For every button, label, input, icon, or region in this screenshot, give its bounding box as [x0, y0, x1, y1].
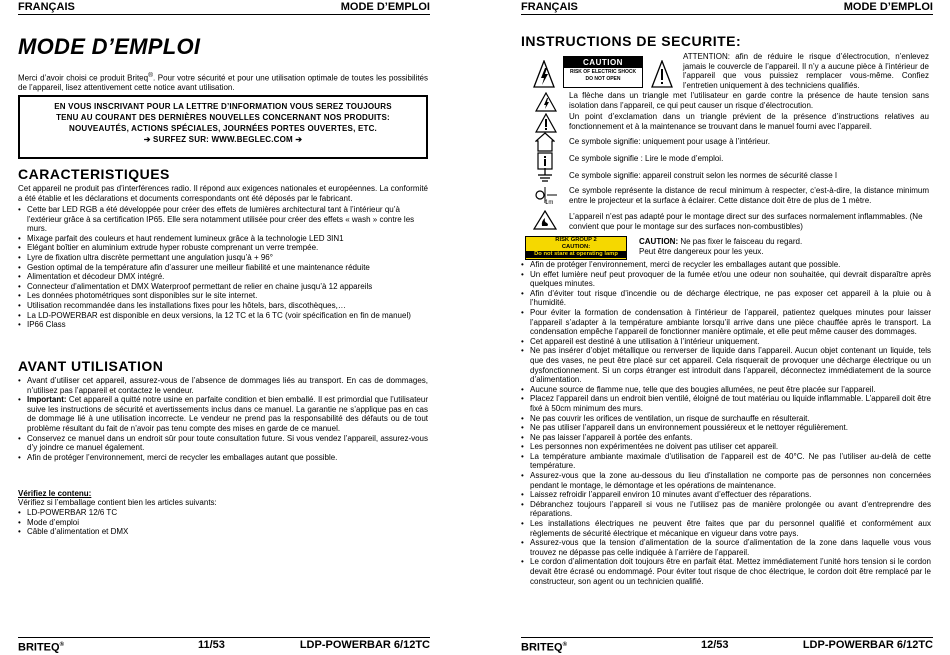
verif-item: • Mode d’emploi [18, 518, 318, 528]
footer-model: LDP-POWERBAR 6/12TC [802, 639, 933, 651]
safety-item: • Les personnes non expérimentées ne doivent pas utiliser cet appareil. [521, 442, 931, 452]
safety-list [521, 260, 931, 586]
newsletter-website-link[interactable]: ➔ SURFEZ SUR: WWW.BEGLEC.COM ➔ [143, 135, 303, 144]
right-page [521, 0, 933, 654]
page-footer [521, 637, 933, 652]
caution-label [563, 56, 643, 88]
safety-item: • Cet appareil est destiné à une utilisation à l’intérieur uniquement. [521, 337, 931, 347]
page-footer [18, 637, 430, 652]
safety-item: • Les installations électriques ne peuvent être faites que par du personnel qualifié et conformément aux règlements de sécurité électrique et mécanique en vigueur dans votre pays. [521, 519, 931, 538]
feature-item: • Utilisation recommandée dans les installations fixes pour les hôtels, bars, discothèques,… [18, 301, 428, 311]
safety-item: • Le cordon d’alimentation doit toujours être en parfait état. Mettez immédiatement l’unité hors tension si le cordon devait être écrasé ou endommagé. Pour éviter tout risque de choc électrique, le cordon doit être remplacé par le constructeur, son agent ou un technicien qualifié. [521, 557, 931, 586]
exclamation-triangle-icon [535, 113, 557, 133]
intro-paragraph [18, 71, 428, 93]
safety-item: • La température ambiante maximale d’utilisation de l’appareil est de 40°C. Ne pas l’utiliser au-delà de cette température. [521, 452, 931, 471]
safety-item: • Aucune source de flamme nue, telle que des bougies allumées, ne peut être placée sur l’appareil. [521, 385, 931, 395]
risk-group-title: RISK GROUP 2 [555, 237, 597, 243]
feature-item: • Cette bar LED RGB a été développée pour créer des effets de lumières architectural tant à l’intérieur qu’à l’extérieur grâce à sa certification IP65. Elle sera notamment utilisée pour créer des effets « wash » contre les murs. [18, 205, 428, 234]
section-title-caracteristiques: CARACTERISTIQUES [18, 166, 170, 182]
footer-brand: BRITEQ® [521, 641, 567, 654]
safety-item: • Laissez refroidir l’appareil environ 10 minutes avant d’effectuer des réparations. [521, 490, 931, 500]
intro-text-a: Merci d’avoir choisi ce produit Briteq [18, 73, 149, 83]
exclamation-warning-icon [651, 60, 673, 88]
avant-item: • Avant d’utiliser cet appareil, assurez-vous de l’absence de dommages liés au transport. En cas de dommages, n’utilisez pas l’appareil et contactez le vendeur. [18, 376, 428, 395]
verif-item: • Câble d’alimentation et DMX [18, 527, 318, 537]
intro-text-b: . Pour votre sécurité et pour une utilisation optimale de toutes les possibilités de l’appareil, lisez attentivement cette notice avant utilisation. [18, 73, 429, 93]
feature-item: • Mixage parfait des couleurs et haut rendement lumineux grâce à la technologie LED 3IN1 [18, 234, 428, 244]
safety-item: • Placez l’appareil dans un endroit bien ventilé, éloigné de tout matériau ou liquide inflammable. L’appareil doit être fixé à 50cm minimum des murs. [521, 394, 931, 413]
symbol-5-text: L’appareil n’est pas adapté pour le montage direct sur des surfaces normalement inflammables. (Ne convient que pour le montage sur des surfaces non-combustibles) [569, 212, 923, 231]
risk-group-warning: Do not stare at operating lamp [526, 251, 626, 258]
feature-item: • Elégant boîtier en aluminium extrude hyper robuste comprenant un verre trempée. [18, 243, 428, 253]
footer-page-number: 12/53 [701, 639, 729, 651]
minimum-distance-label: 1m [545, 200, 554, 206]
lightning-triangle-icon [535, 92, 557, 112]
header-section: MODE D’EMPLOI [340, 1, 430, 13]
page-title: MODE D’EMPLOI [18, 34, 201, 59]
footer-model: LDP-POWERBAR 6/12TC [299, 639, 430, 651]
newsletter-line-1: EN VOUS INSCRIVANT POUR LA LETTRE D’INFORMATION VOUS SEREZ TOUJOURS [54, 102, 392, 111]
safety-item: • Afin de protéger l’environnement, merci de recycler les emballages autant que possible. [521, 260, 931, 270]
symbol-2-text: Ce symbole signifie : Lire le mode d’emploi. [569, 154, 724, 163]
feature-item: • Alimentation et décodeur DMX intégré. [18, 272, 428, 282]
exclam-text: Un point d’exclamation dans un triangle prévient de la présence d’instructions relatives au fonctionnement et à la maintenance se trouvant dans le manuel fourni avec l’appareil. [569, 112, 929, 131]
section-title-securite: INSTRUCTIONS DE SECURITE: [521, 33, 742, 49]
caution-sub-2: DO NOT OPEN [585, 76, 621, 82]
safety-item: • Assurez-vous que la zone au-dessous du lieu d’installation ne comporte pas de personnes non concernées pendant le montage, le démontage et les opérations de maintenance. [521, 471, 931, 490]
risk-caution-prefix: CAUTION: [639, 237, 679, 246]
footer-brand: BRITEQ® [18, 641, 64, 654]
safety-item: • Ne pas utiliser l’appareil dans un environnement poussiéreux et le nettoyer régulièrement. [521, 423, 931, 433]
lightning-warning-icon [533, 60, 555, 88]
safety-item: • Un effet lumière neuf peut provoquer de la fumée et/ou une odeur non souhaitée, qui devrait disparaître après quelques minutes. [521, 270, 931, 289]
verif-intro: Vérifiez si l’emballage contient bien les articles suivants: [18, 498, 217, 507]
newsletter-box [18, 95, 428, 159]
header-section: MODE D’EMPLOI [843, 1, 933, 13]
section-title-avant-utilisation: AVANT UTILISATION [18, 358, 164, 374]
header-language: FRANÇAIS [18, 1, 75, 13]
symbol-4-text: Ce symbole représente la distance de recul minimum à respecter, c’est-à-dire, la distance minimum entre le projecteur et la surface à éclairer. Cette distance doit être de plus de 1 mètre. [569, 186, 929, 205]
safety-item: • Ne pas insérer d’objet métallique ou renverser de liquide dans l’appareil. Aucun objet contenant un liquide, tels que des vases, ne peut être placé sur cet appareil. Cela risquerait de provoquer une décharge électrique ou un dysfonctionnement. Si un corps étranger est introduit dans l’appareil, déconnectez immédiatement de la source d’alimentation. [521, 346, 931, 384]
feature-item: • La LD-POWERBAR est disponible en deux versions, la 12 TC et la 6 TC (voir spécification en fin de manuel) [18, 311, 428, 321]
feature-item: • Gestion optimal de la température afin d’assurer une meilleur fiabilité et une maintenance réduite [18, 263, 428, 273]
registered-mark: ® [148, 72, 153, 79]
verif-list [18, 508, 318, 537]
verif-title: Vérifiez le contenu: [18, 489, 92, 498]
page-header [521, 0, 933, 15]
footer-page-number: 11/53 [198, 639, 225, 651]
attention-text: ATTENTION: afin de réduire le risque d’électrocution, n’enlevez jamais le couvercle de l’appareil. Il n’y a aucune pièce à l’intérieur de l’appareil que vous puissiez remplacer vous-même. Confiez l’entretien uniquement à des techniciens qualifiés. [683, 52, 929, 90]
symbol-3-text: Ce symbole signifie: appareil construit selon les normes de sécurité classe I [569, 171, 838, 180]
safety-item: • Ne pas couvrir les orifices de ventilation, un risque de surchauffe en résulterait. [521, 414, 931, 424]
avant-item: • Important: Cet appareil a quitté notre usine en parfaite condition et bien emballé. Il est primordial que l’utilisateur suive les instructions de sécurité et avertissements inclus dans ce manuel. La garantie ne s’applique pas en cas de dommage lié à une utilisation incorrecte. Le vendeur ne prend pas la responsabilité des défauts ou de tout problème résultant du fait de n’avoir pas tenu compte des mises en garde de ce manuel. [18, 395, 428, 433]
avant-list [18, 376, 428, 462]
safety-item: • Débranchez toujours l’appareil si vous ne l’utilisez pas de manière prolongée ou avant d’entreprendre des réparations. [521, 500, 931, 519]
safety-item: • Ne pas laisser l’appareil à portée des enfants. [521, 433, 931, 443]
safety-item: • Afin d’éviter tout risque d’incendie ou de décharge électrique, ne pas exposer cet appareil à la pluie ou à l’humidité. [521, 289, 931, 308]
newsletter-line-2: TENU AU COURANT DES DERNIÈRES NOUVELLES CONCERNANT NOS PRODUITS: [56, 113, 390, 122]
flammable-surface-icon [533, 210, 557, 230]
verif-item: • LD-POWERBAR 12/6 TC [18, 508, 318, 518]
avant-item: • Afin de protéger l’environnement, merci de recycler les emballages autant que possible. [18, 453, 428, 463]
fleche-text: La flèche dans un triangle met l’utilisateur en garde contre la présence de haute tension sans isolation dans l’appareil, ce qui peut causer un risque d’électrocution. [569, 91, 929, 110]
risk-caution-body: Ne pas fixer le faisceau du regard. Peut être dangereux pour les yeux. [639, 237, 803, 256]
page-header [18, 0, 430, 15]
risk-group-caution: CAUTION: [561, 244, 591, 250]
caracteristiques-intro: Cet appareil ne produit pas d’interférences radio. Il répond aux exigences nationales et européennes. La conformité a été établie et les déclarations et documents correspondants ont été déposés par le fabricant. [18, 184, 428, 203]
safety-item: • Pour éviter la formation de condensation à l’intérieur de l’appareil, patientez quelques minutes pour laisser l’appareil s’adapter à la température ambiante lorsqu’il arrive dans une pièce chauffée après le transport. La condensation empêche l’appareil de fonctionner manière optimale, et elle peut même causer des dommages. [521, 308, 931, 337]
avant-item: • Conservez ce manuel dans un endroit sûr pour toute consultation future. Si vous vendez l’appareil, assurez-vous d’y joindre ce manuel également. [18, 434, 428, 453]
caution-title: CAUTION [564, 57, 642, 68]
indoor-use-icon [535, 132, 555, 152]
feature-item: • IP66 Class [18, 320, 428, 330]
feature-item: • Connecteur d’alimentation et DMX Waterproof permettant de relier en chaine jusqu’à 12 appareils [18, 282, 428, 292]
safety-item: • Assurez-vous que la tension d’alimentation de la source d’alimentation de la zone dans laquelle vous vous trouvez ne dépasse pas celle indiquée à l’arrière de l’appareil. [521, 538, 931, 557]
features-list [18, 205, 428, 330]
symbol-1-text: Ce symbole signifie: uniquement pour usage à l’intérieur. [569, 137, 771, 146]
feature-item: • Lyre de fixation ultra discrète permettant une angulation jusqu’à + 96° [18, 253, 428, 263]
risk-group-label [525, 236, 627, 260]
header-language: FRANÇAIS [521, 1, 578, 13]
feature-item: • Les données photométriques sont disponibles sur le site internet. [18, 291, 428, 301]
caution-sub-1: RISK OF ELECTRIC SHOCK [569, 69, 637, 75]
left-page [18, 0, 430, 654]
newsletter-line-3: NOUVEAUTÉS, ACTIONS SPÉCIALES, JOURNÉES PORTES OUVERTES, ETC. [69, 124, 377, 133]
risk-group-text [639, 237, 819, 256]
